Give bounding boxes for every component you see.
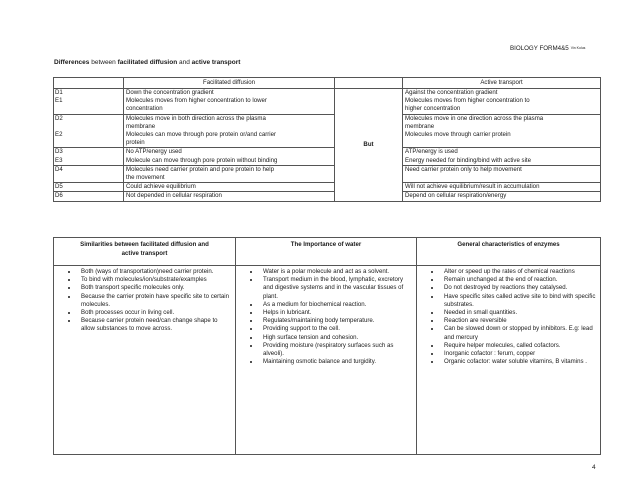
facilitated-cell	[124, 148, 335, 165]
active-cell	[403, 148, 601, 165]
list-item: • Transport medium in the blood, lymphatic, excretory and digestive systems and in the vascular tissues of plant.	[260, 276, 412, 301]
cell-text: protein	[126, 139, 145, 147]
list-item: • Have specific sites called active site to bind with specific substrates.	[441, 293, 596, 309]
list-item: • Remain unchanged at the end of reaction.	[441, 276, 596, 284]
list-item: • Because the carrier protein have specific site to certain molecules.	[78, 293, 231, 309]
similarities-cell	[54, 266, 236, 455]
water-cell	[236, 266, 417, 455]
facilitated-cell	[124, 165, 335, 182]
section-heading	[54, 59, 240, 66]
list-item: • Organic cofactor: water soluble vitamins, B vitamins .	[441, 358, 596, 366]
row-code: D5	[54, 183, 124, 192]
list-item: • Providing support to the cell.	[260, 325, 412, 333]
list-item: • Both (ways of transportation)need carrier protein.	[78, 268, 231, 276]
row-code: D3	[55, 148, 63, 156]
list-item: • Require helper molecules, called cofactors.	[441, 342, 596, 350]
list-item: • Water is a polar molecule and act as a solvent.	[260, 268, 412, 276]
differences-table	[53, 77, 601, 202]
spacer	[55, 123, 121, 131]
row-code-cell	[54, 148, 124, 165]
header-similarities	[54, 238, 236, 266]
table-row	[54, 183, 601, 192]
row-code: D1	[55, 89, 63, 96]
facilitated-cell	[124, 89, 335, 115]
heading-part-3: facilitated diffusion	[117, 59, 178, 66]
cell-text: higher concentration	[405, 105, 461, 113]
table-row	[54, 165, 601, 182]
list-item: • Both processes occur in living cell.	[78, 309, 231, 317]
list-item: • High surface tension and cohesion.	[260, 334, 412, 342]
cell-text: Against the concentration gradient	[405, 89, 498, 96]
cell-text: No ATP/energy used	[126, 148, 182, 156]
cell-text: Down the concentration gradient	[126, 89, 214, 96]
table-row	[54, 148, 601, 165]
but-cell: But	[335, 89, 403, 202]
active-cell: Depend on cellular respiration/energy	[403, 192, 601, 201]
cell-text: Molecules move in one direction across the plasma	[405, 114, 544, 122]
list-item: • Do not destroyed by reactions they catalysed.	[441, 284, 596, 292]
list-item: • Maintaining osmotic balance and turgidity.	[260, 358, 412, 366]
list-item: • Needed in small quantities.	[441, 309, 596, 317]
active-cell	[403, 89, 601, 115]
page-header	[510, 45, 585, 52]
page-number: 4	[592, 464, 596, 471]
header-facilitated-diffusion: Facilitated diffusion	[124, 78, 335, 89]
header-similarities-line-1: Similarities between facilitated diffusion and	[80, 241, 209, 248]
cell-text: Molecules can move through pore protein or/and carrier	[126, 131, 277, 139]
row-code: E3	[55, 156, 63, 164]
list-item: • Both transport specific molecules only.	[78, 284, 231, 292]
cell-text: Molecule can move through pore protein without binding	[126, 156, 278, 164]
row-code: E2	[55, 130, 63, 138]
active-cell: Need carrier protein only to help movement	[403, 165, 601, 182]
list-item: • Helps in lubricant.	[260, 309, 412, 317]
list-item: • To bind with molecules/ion/substrate/examples	[78, 276, 231, 284]
list-item: • As a medium for biochemical reaction.	[260, 301, 412, 309]
similarities-list	[54, 268, 231, 334]
row-code-cell	[54, 114, 124, 148]
differences-header-row	[54, 78, 601, 89]
row-code: D4	[54, 165, 124, 182]
table-row	[54, 89, 601, 115]
active-cell	[403, 114, 601, 148]
heading-part-1: Differences	[54, 59, 90, 66]
list-item: • Regulates/maintaining body temperature.	[260, 317, 412, 325]
cell-text: Energy needed for binding/bind with active site	[405, 156, 532, 164]
header-similarities-line-2: active transport	[121, 249, 168, 257]
summary-table	[53, 237, 601, 455]
facilitated-cell: Could achieve equilibrium	[124, 183, 335, 192]
list-item: • Can be slowed down or stopped by inhibitors. E.g: lead and mercury	[441, 325, 596, 341]
list-item: • Inorganic cofactor : ferum, copper	[441, 350, 596, 358]
cell-text: the movement	[126, 174, 165, 182]
header-active-transport: Active transport	[403, 78, 601, 89]
cell-text: membrane	[126, 122, 156, 130]
summary-body-row	[54, 266, 601, 455]
cell-text: Molecules move in both direction across the plasma	[126, 114, 266, 122]
table-row	[54, 192, 601, 201]
list-item: • Providing moisture (respiratory surfaces such as alveoli).	[260, 342, 412, 358]
header-subtitle: Vin Kolus	[570, 46, 586, 51]
heading-part-5: active transport	[191, 59, 241, 66]
water-list	[236, 268, 412, 366]
row-code-cell	[54, 89, 124, 115]
cell-text: concentration	[126, 105, 163, 113]
cell-text: ATP/energy is used	[405, 148, 458, 156]
header-importance-of-water: The Importance of water	[236, 238, 417, 266]
header-empty-cell	[54, 78, 124, 89]
summary-header-row	[54, 238, 601, 266]
cell-text: Molecules moves from higher concentration to	[405, 97, 530, 105]
header-enzyme-characteristics: General characteristics of enzymes	[417, 238, 601, 266]
facilitated-cell: Not depended in cellular respiration	[124, 192, 335, 201]
row-code: E1	[55, 97, 63, 105]
row-code: D2	[55, 114, 63, 122]
list-item: • Because carrier protein need/can change shape to allow substances to move across.	[78, 317, 231, 333]
table-row	[54, 114, 601, 148]
cell-text: Molecules moves from higher concentration to lower	[126, 97, 267, 105]
header-title: BIOLOGY FORM4&5	[510, 45, 569, 52]
cell-text: membrane	[405, 122, 435, 130]
list-item: • Alter or speed up the rates of chemical reactions	[441, 268, 596, 276]
row-code: D6	[54, 192, 124, 201]
heading-part-2: between	[89, 59, 118, 66]
heading-part-4: and	[177, 59, 192, 66]
header-empty-cell-middle	[335, 78, 403, 89]
cell-text: Molecules move through carrier protein	[405, 131, 511, 139]
active-cell: Will not achieve equilibrium/result in accumulation	[403, 183, 601, 192]
enzymes-cell	[417, 266, 601, 455]
list-item: • Reaction are reversible	[441, 317, 596, 325]
enzymes-list	[417, 268, 596, 366]
facilitated-cell	[124, 114, 335, 148]
cell-text: Molecules need carrier protein and pore protein to help	[126, 165, 275, 173]
